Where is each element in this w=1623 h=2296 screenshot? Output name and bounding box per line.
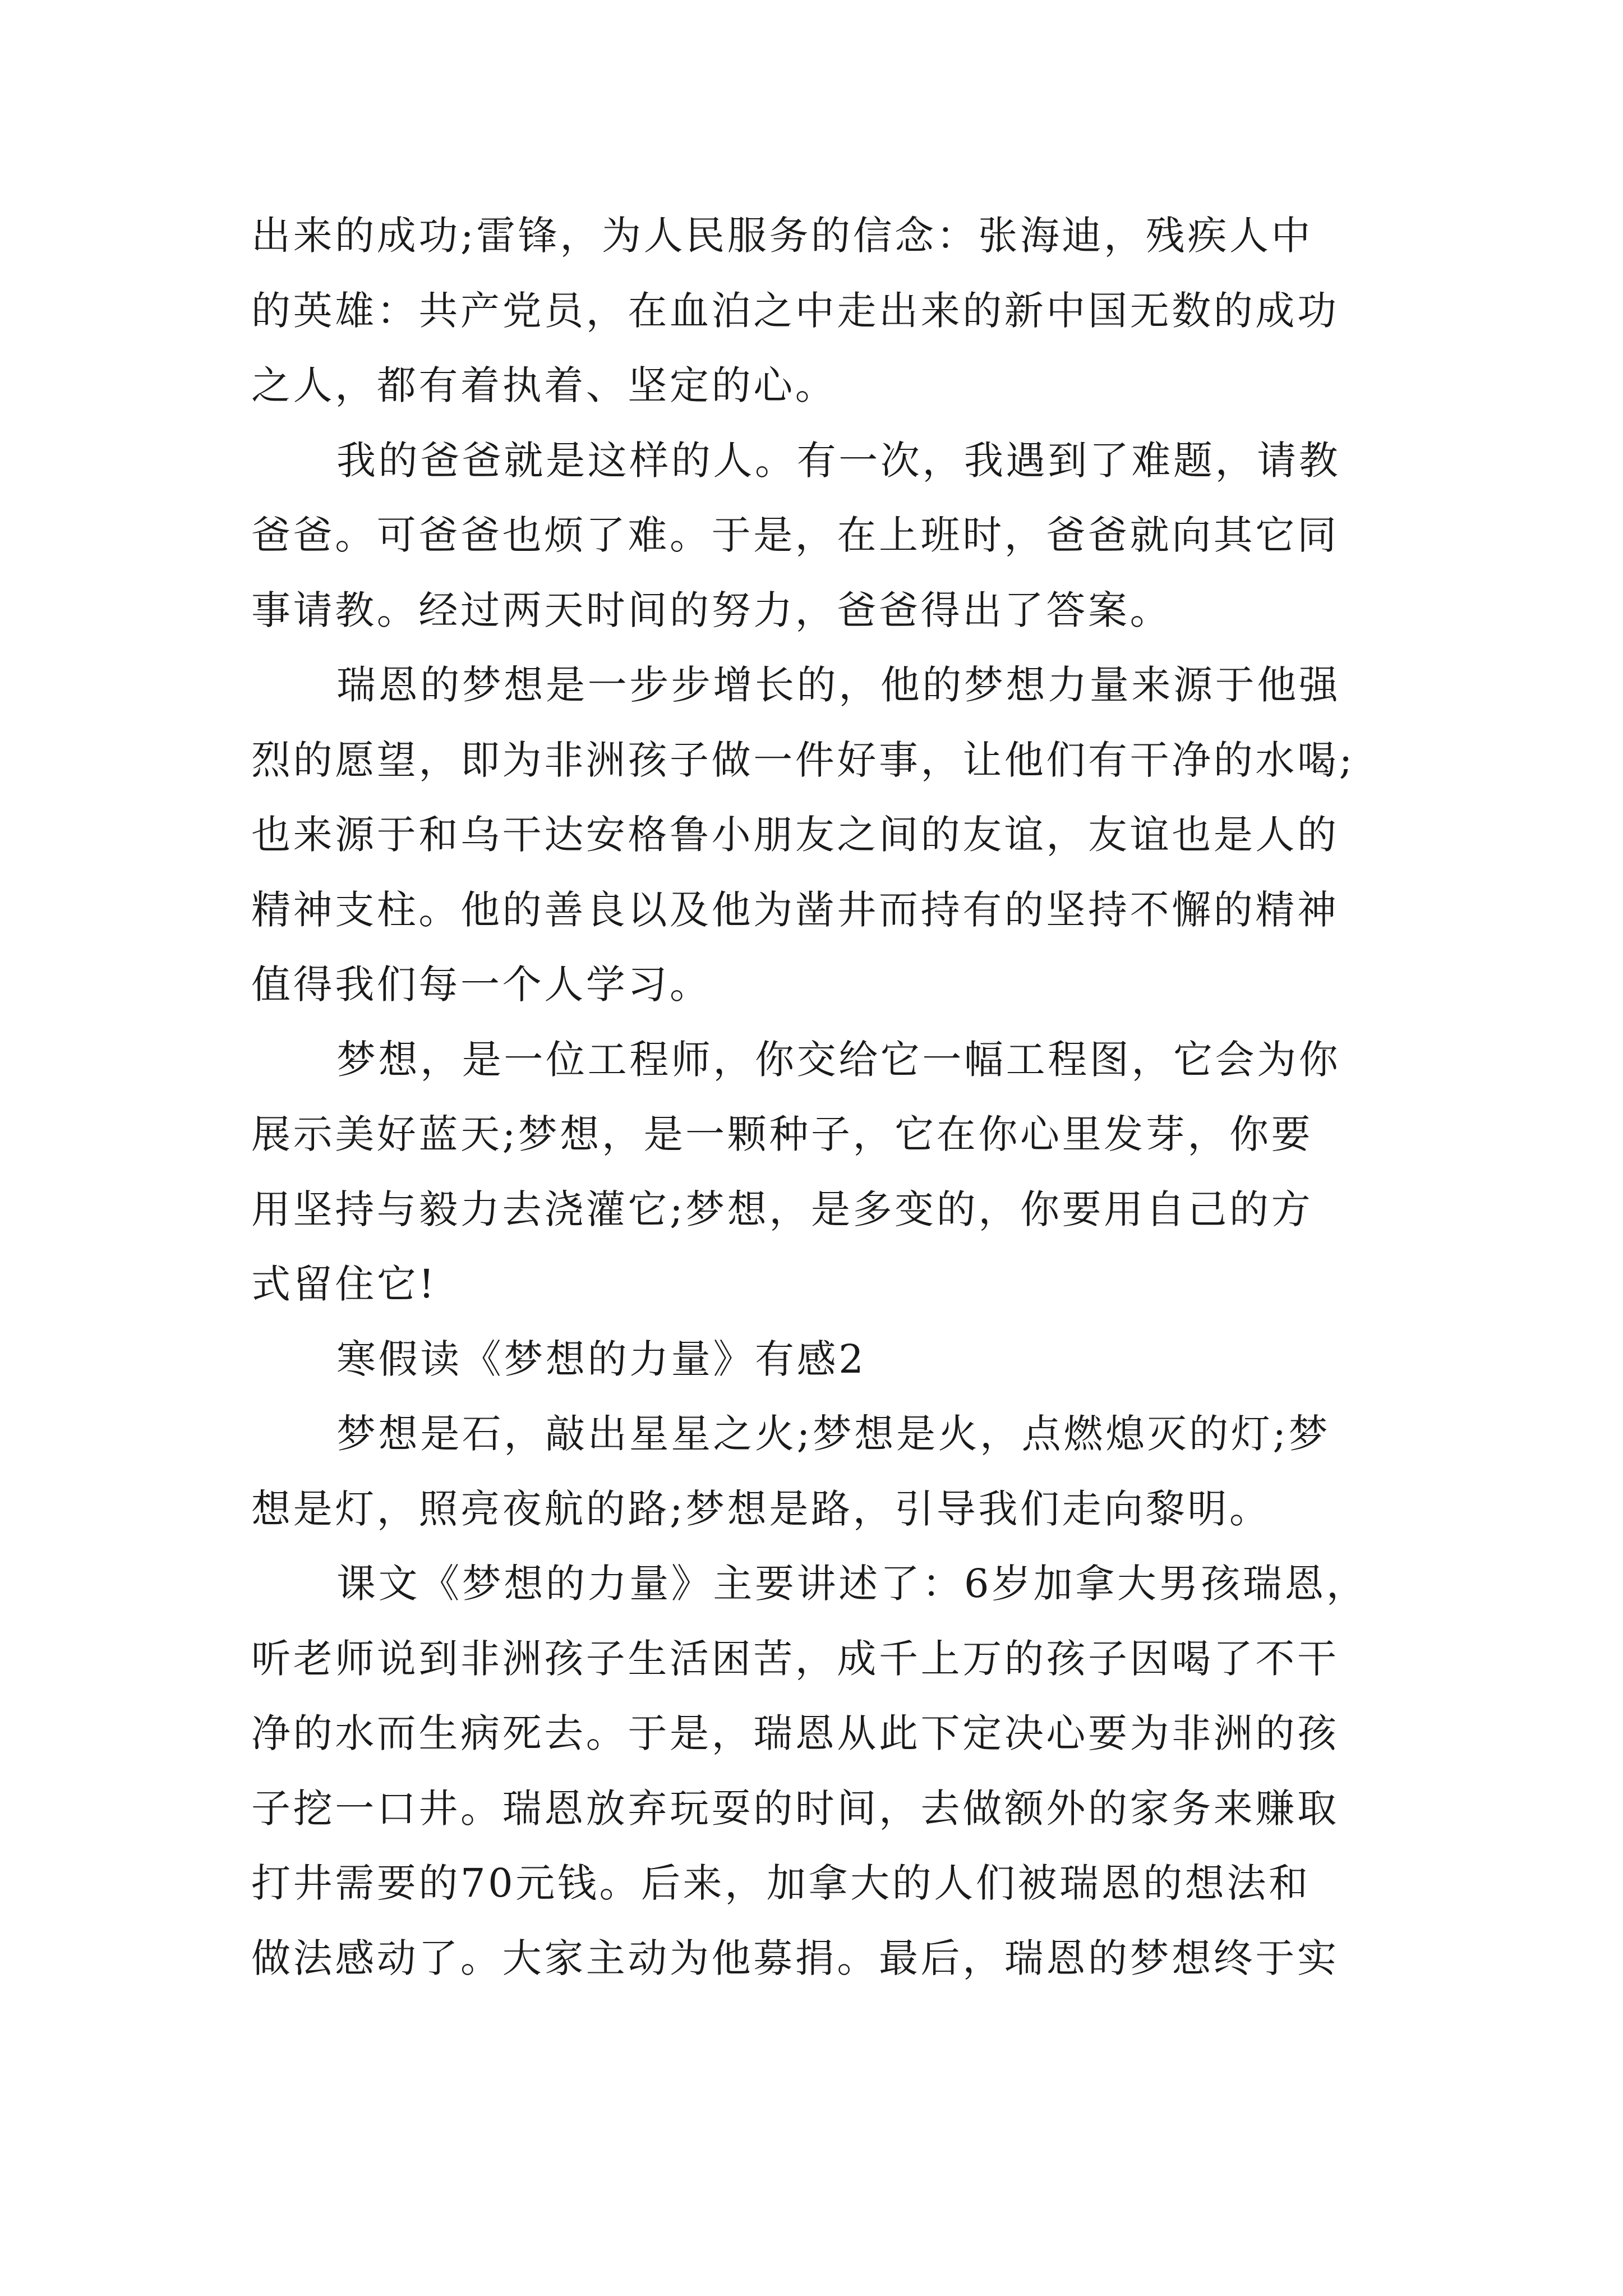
text-line: 做法感动了。大家主动为他募捐。最后，瑞恩的梦想终于实 <box>251 1935 1339 1981</box>
text-line: 式留住它! <box>251 1261 437 1307</box>
section-title: 寒假读《梦想的力量》有感2 <box>336 1336 866 1382</box>
text-line: 的英雄：共产党员，在血泊之中走出来的新中国无数的成功 <box>251 287 1339 334</box>
text-line: 爸爸。可爸爸也烦了难。于是，在上班时，爸爸就向其它同 <box>251 512 1339 558</box>
text-line: 用坚持与毅力去浇灌它;梦想，是多变的，你要用自己的方 <box>251 1186 1313 1232</box>
text-line: 值得我们每一个人学习。 <box>251 961 712 1007</box>
paragraph-start-line: 瑞恩的梦想是一步步增长的，他的梦想力量来源于他强 <box>336 662 1341 708</box>
paragraph-start-line: 梦想，是一位工程师，你交给它一幅工程图，它会为你 <box>336 1036 1341 1083</box>
text-line: 净的水而生病死去。于是，瑞恩从此下定决心要为非洲的孩 <box>251 1710 1339 1756</box>
text-line: 想是灯，照亮夜航的路;梦想是路，引导我们走向黎明。 <box>251 1485 1271 1532</box>
paragraph-start-line: 课文《梦想的力量》主要讲述了：6岁加拿大男孩瑞恩， <box>336 1561 1368 1607</box>
text-line: 烈的愿望，即为非洲孩子做一件好事，让他们有干净的水喝; <box>251 737 1355 783</box>
text-line: 之人，都有着执着、坚定的心。 <box>251 362 837 408</box>
text-line: 事请教。经过两天时间的努力，爸爸得出了答案。 <box>251 587 1172 633</box>
text-line: 展示美好蓝天;梦想，是一颗种子，它在你心里发芽，你要 <box>251 1111 1313 1157</box>
body-text <box>251 199 1395 1996</box>
text-line: 听老师说到非洲孩子生活困苦，成千上万的孩子因喝了不干 <box>251 1635 1339 1682</box>
text-line: 子挖一口井。瑞恩放弃玩耍的时间，去做额外的家务来赚取 <box>251 1785 1339 1832</box>
paragraph-start-line: 我的爸爸就是这样的人。有一次，我遇到了难题，请教 <box>336 437 1341 484</box>
text-line: 精神支柱。他的善良以及他为凿井而持有的坚持不懈的精神 <box>251 886 1339 933</box>
text-line: 出来的成功;雷锋，为人民服务的信念：张海迪，残疾人中 <box>251 213 1313 259</box>
text-line: 打井需要的70元钱。后来，加拿大的人们被瑞恩的想法和 <box>251 1860 1311 1906</box>
paragraph-start-line: 梦想是石，敲出星星之火;梦想是火，点燃熄灭的灯;梦 <box>336 1411 1331 1457</box>
text-line: 也来源于和乌干达安格鲁小朋友之间的友谊，友谊也是人的 <box>251 812 1339 858</box>
